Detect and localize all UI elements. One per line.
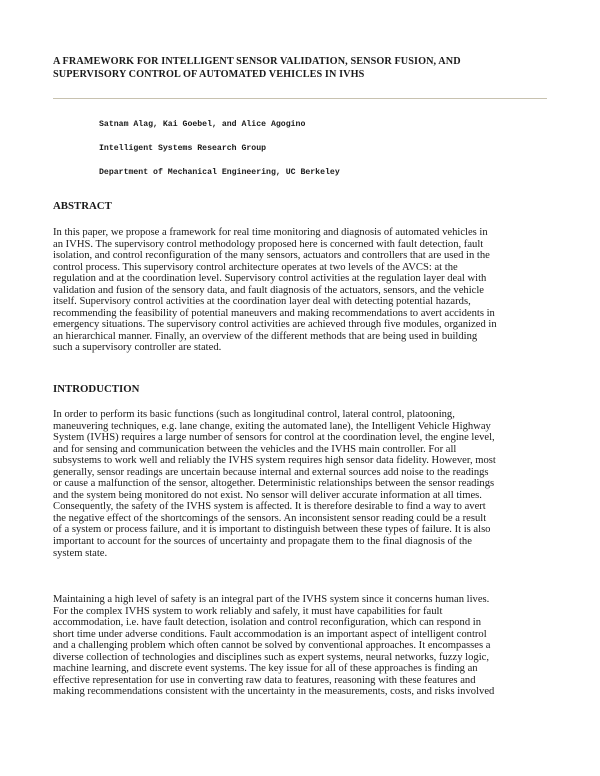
intro-line: System (IVHS) requires a large number of sensors for control at the coordination level, the engine level, [53, 432, 495, 444]
intro-line: diverse collection of technologies and disciplines such as expert systems, neural networks, fuzzy logic, [53, 651, 489, 663]
abstract-line: regulation and at the coordination level. Supervisory control activities at the regulation layer deal with [53, 273, 487, 285]
title-line-2: SUPERVISORY CONTROL OF AUTOMATED VEHICLES IN IVHS [53, 69, 365, 80]
intro-line: the negative effect of the shortcomings of the sensors. An inconsistent sensor reading could be a result [53, 512, 487, 524]
intro-line: of a system or process failure, and it is important to distinguish between these types of failure. It is also [53, 524, 491, 536]
introduction-heading: INTRODUCTION [53, 383, 140, 395]
intro-line: and a challenging problem which often cannot be solved by conventional approaches. It encompasses a [53, 640, 491, 652]
abstract-line: validation and fusion of the sensory data, and fault diagnosis of the actuators, sensors, and the vehicle [53, 284, 484, 296]
intro-line: Maintaining a high level of safety is an integral part of the IVHS system since it concerns human lives. [53, 594, 490, 605]
author-names: Satnam Alag, Kai Goebel, and Alice Agogino [99, 120, 306, 129]
intro-line: generally, sensor readings are uncertain because internal and external sources add noise to the readings [53, 466, 489, 478]
intro-line: Consequently, the safety of the IVHS system is affected. It is therefore desirable to find a way to avert [53, 501, 486, 513]
intro-line: In order to perform its basic functions (such as longitudinal control, lateral control, platooning, [53, 409, 455, 420]
title-divider [53, 98, 547, 99]
abstract-line: In this paper, we propose a framework for real time monitoring and diagnosis of automated vehicles in [53, 227, 488, 238]
intro-line: important to account for the sources of uncertainty and propagate them to the final diagnosis of the [53, 536, 472, 548]
author-block [99, 118, 519, 190]
title-line-1: A FRAMEWORK FOR INTELLIGENT SENSOR VALIDATION, SENSOR FUSION, AND [53, 56, 461, 67]
abstract-line: an IVHS. The supervisory control methodology proposed here is concerned with fault detection, fault [53, 238, 484, 250]
intro-line: subsystems to work well and reliably the IVHS system requires high sensor data fidelity. However, most [53, 455, 496, 467]
abstract-line: recommending the feasibility of potential maneuvers and making recommendations to avert accidents in [53, 307, 495, 319]
intro-line: short time under adverse conditions. Fault accommodation is an important aspect of intelligent control [53, 628, 487, 640]
abstract-line: isolation, and control reconfiguration of the many sensors, actuators and controllers that are used in the [53, 250, 490, 262]
introduction-paragraph-1 [53, 409, 553, 559]
intro-line: effective representation for use in converting raw data to features, reasoning with these features and [53, 674, 476, 686]
paper-title [53, 55, 553, 81]
abstract-heading: ABSTRACT [53, 200, 112, 212]
intro-line: machine learning, and discrete event systems. The key issue for all of these approaches is finding an [53, 663, 478, 675]
abstract-line: control process. This supervisory control architecture operates at two levels of the AVCS: at the [53, 261, 458, 273]
intro-line: For the complex IVHS system to work reliably and safely, it must have capabilities for fault [53, 605, 443, 617]
intro-line: or cause a malfunction of the sensor, altogether. Deterministic relationships between the sensor readings [53, 478, 495, 490]
abstract-paragraph [53, 227, 553, 354]
intro-line: and for sensing and communication between the vehicles and the IVHS main controller. For all [53, 443, 457, 455]
department: Department of Mechanical Engineering, UC Berkeley [99, 168, 340, 177]
abstract-line: such a supervisory controller are stated. [53, 342, 222, 354]
research-group: Intelligent Systems Research Group [99, 144, 267, 153]
introduction-paragraph-2 [53, 594, 553, 698]
intro-line: accommodation, i.e. have fault detection, isolation and control reconfiguration, which can respond in [53, 617, 482, 629]
intro-line: and the system being monitored do not exist. No sensor will deliver accurate information at all times. [53, 489, 482, 501]
abstract-line: an hierarchical manner. Finally, an overview of the different methods that are being used in building [53, 330, 478, 342]
intro-line: system state. [53, 547, 108, 559]
abstract-line: emergency situations. The supervisory control activities are achieved through five modules, organized in [53, 319, 497, 331]
intro-line: making recommendations consistent with the uncertainty in the measurements, costs, and risks involved [53, 686, 495, 698]
intro-line: maneuvering techniques, e.g. lane change, exiting the automated lane), the Intelligent Vehicle Highway [53, 420, 491, 432]
abstract-line: itself. Supervisory control activities at the coordination layer deal with detecting potential hazards, [53, 296, 471, 308]
